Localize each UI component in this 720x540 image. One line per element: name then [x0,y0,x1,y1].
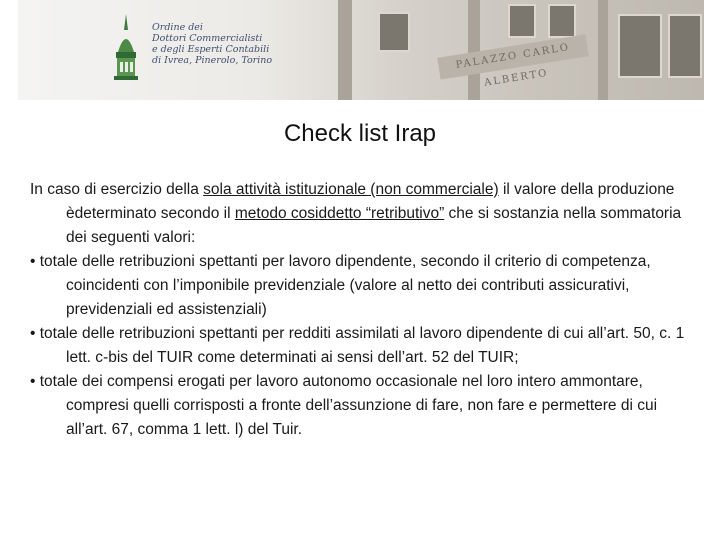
building-sign: PALAZZO CARLO ALBERTO [437,34,589,79]
intro-underlined-2: metodo cosiddetto “retributivo” [234,205,445,222]
slide-title: Check list Irap [283,120,437,147]
logo-text [152,22,302,66]
intro-text-2: il valore della produzione èdeterminato secondo il [66,181,675,222]
intro-paragraph [30,178,702,250]
intro-text-1: In caso di esercizio della [30,181,204,198]
bullet-item: • totale delle retribuzioni spettanti per redditi assimilati al lavoro dipendente di cui all’art. 50, c. 1 lett. c-bis del TUIR come determinati ai sensi dell’art. 52 del TUIR; [30,325,685,366]
mole-antonelliana-logo-icon [106,12,146,84]
logo-line: Dottori Commercialisti [152,33,263,44]
intro-underlined-1: sola attività istituzionale (non commerciale) [203,181,499,198]
slide-body [30,178,702,442]
bullet-item: • totale dei compensi erogati per lavoro autonomo occasionale nel loro intero ammontare, compresi quelli corrisposti a fronte dell’assunzione di fare, non fare e permettere di cui all’art. 67, comma 1 lett. l) del Tuir. [30,373,658,438]
logo-line: e degli Esperti Contabili [152,44,270,55]
intro-text-3: che si sostanzia nella sommatoria dei seguenti valori: [66,205,682,246]
logo-line: di Ivrea, Pinerolo, Torino [152,55,273,66]
logo-line: Ordine dei [152,22,203,33]
header-banner [18,0,704,100]
bullet-item: • totale delle retribuzioni spettanti per lavoro dipendente, secondo il criterio di competenza, coincidenti con l’imponibile previdenziale (valore al netto dei contributi assicurativi, previdenziali ed assistenziali) [30,253,651,318]
